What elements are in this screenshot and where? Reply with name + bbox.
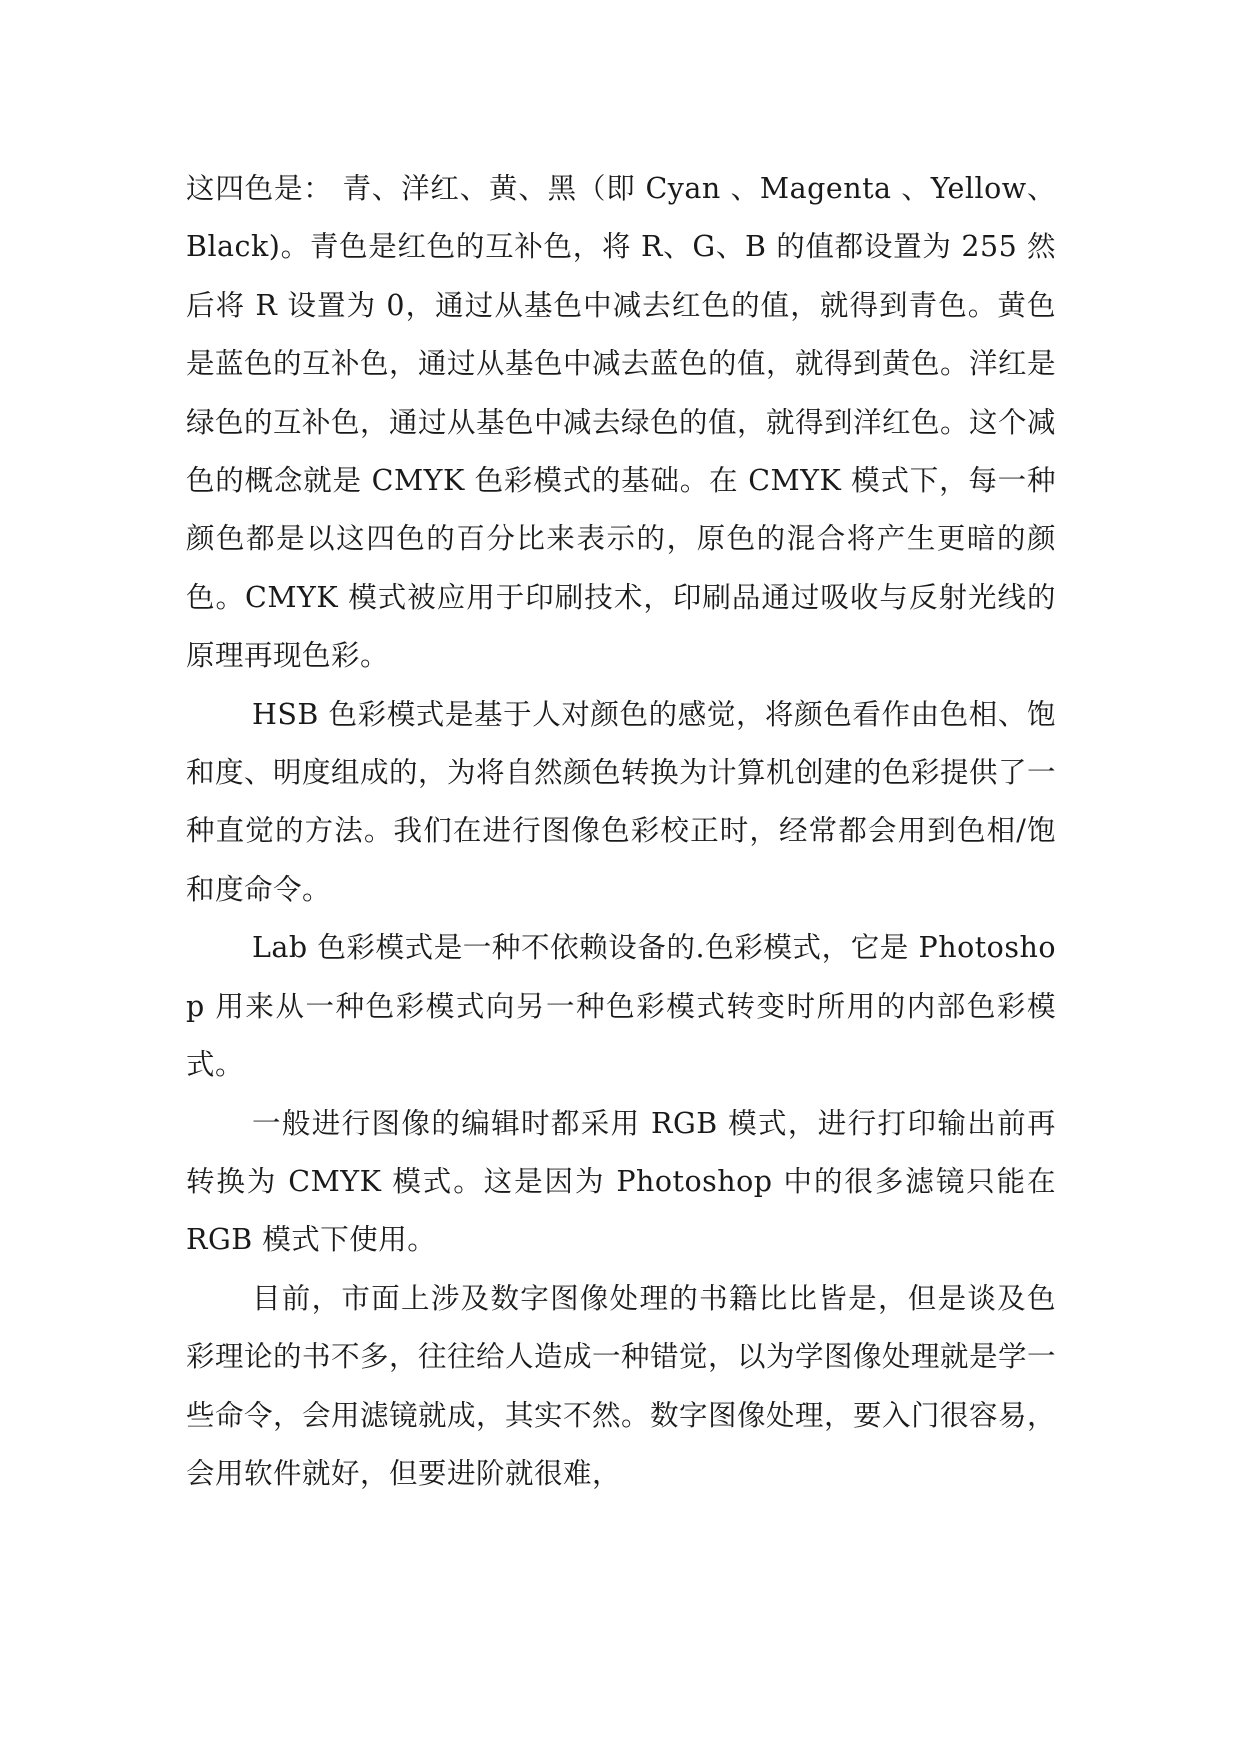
paragraph-lab: Lab 色彩模式是一种不依赖设备的.色彩模式，它是 Photoshop 用来从一种色彩模式向另一种色彩模式转变时所用的内部色彩模式。 <box>186 931 1056 1082</box>
paragraph-cmyk: 这四色是： 青、洋红、黄、黑（即 Cyan 、Magenta 、Yellow、Black)。青色是红色的互补色，将 R、G、B 的值都设置为 255 然后将 R 设置为 0，通过从基色中减去红色的值，就得到青色。黄色是蓝色的互补色，通过从基色中减去蓝色的值，就得到黄色。洋红是绿色的互补色，通过从基色中减去绿色的值，就得到洋红色。这个减色的概念就是 CMYK 色彩模式的基础。在 CMYK 模式下，每一种颜色都是以这四色的百分比来表示的，原色的混合将产生更暗的颜色。CMYK 模式被应用于印刷技术，印刷品通过吸收与反射光线的原理再现色彩。 <box>186 172 1057 673</box>
body-text <box>186 160 1056 1503</box>
paragraph-rgb-workflow: 一般进行图像的编辑时都采用 RGB 模式，进行打印输出前再转换为 CMYK 模式。这是因为 Photoshop 中的很多滤镜只能在 RGB 模式下使用。 <box>186 1106 1056 1257</box>
paragraph-books: 目前，市面上涉及数字图像处理的书籍比比皆是，但是谈及色彩理论的书不多，往往给人造成一种错觉，以为学图像处理就是学一些命令，会用滤镜就成，其实不然。数字图像处理，要入门很容易，会用软件就好，但要进阶就很难， <box>186 1281 1057 1490</box>
paragraph-hsb: HSB 色彩模式是基于人对颜色的感觉，将颜色看作由色相、饱和度、明度组成的，为将自然颜色转换为计算机创建的色彩提供了一种直觉的方法。我们在进行图像色彩校正时，经常都会用到色相/饱和度命令。 <box>186 697 1057 906</box>
